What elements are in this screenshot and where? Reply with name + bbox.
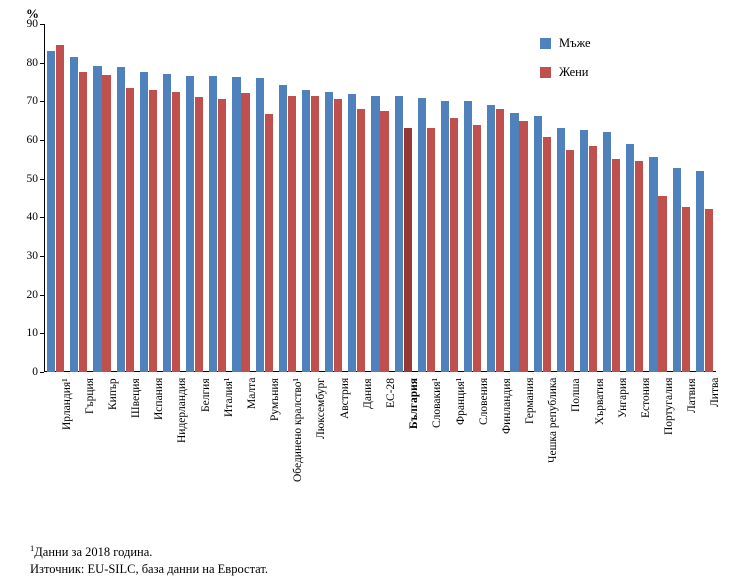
bar-group: [232, 24, 249, 372]
bar-group: [418, 24, 435, 372]
bar-male: [441, 101, 449, 372]
footnote-text: Данни за 2018 година.: [34, 545, 153, 560]
x-axis-label: Белгия: [199, 378, 212, 412]
bar-group: [487, 24, 504, 372]
bar-female: [612, 159, 620, 372]
bar-group: [649, 24, 666, 372]
bar-male: [626, 144, 634, 372]
bar-group: [302, 24, 319, 372]
y-axis-tick-mark: [40, 24, 44, 25]
x-axis-label: Италия¹: [222, 377, 235, 417]
y-axis-tick-mark: [40, 333, 44, 334]
bar-group: [395, 24, 412, 372]
y-axis-tick-label: 0: [32, 366, 38, 378]
bar-group: [47, 24, 64, 372]
legend-label-male: Мъже: [559, 36, 591, 50]
bar-male: [279, 85, 287, 372]
bar-male: [302, 90, 310, 372]
y-axis-tick-mark: [40, 179, 44, 180]
bar-group: [93, 24, 110, 372]
y-axis-tick-label: 30: [26, 250, 38, 262]
bar-male: [209, 76, 217, 372]
bar-group: [209, 24, 226, 372]
bar-female: [404, 128, 412, 372]
bar-female: [589, 146, 597, 372]
x-axis-label: Малта: [245, 377, 258, 409]
bar-male: [557, 128, 565, 372]
bar-female: [519, 121, 527, 372]
bar-group: [140, 24, 157, 372]
bar-male: [163, 74, 171, 373]
x-axis-label: Швеция: [130, 378, 143, 418]
bar-female: [311, 96, 319, 372]
x-axis-label: Полша: [570, 378, 583, 412]
x-axis-label: Словакия¹: [431, 377, 444, 428]
footnote-line: [30, 540, 268, 561]
bar-female: [102, 75, 110, 372]
x-axis-label: Литва: [709, 377, 722, 407]
bar-male: [696, 171, 704, 372]
bar-group: [371, 24, 388, 372]
x-axis-label: Унгария: [616, 377, 629, 418]
x-axis-label: Люксембург: [315, 378, 328, 439]
x-axis-label: Франция¹: [454, 377, 467, 425]
bar-female: [635, 161, 643, 372]
bar-group: [325, 24, 342, 372]
bar-group: [673, 24, 690, 372]
bar-female: [149, 90, 157, 372]
bar-female: [450, 118, 458, 372]
y-axis-tick-label: 50: [26, 172, 38, 185]
y-axis-tick-mark: [40, 372, 44, 373]
bar-female: [195, 97, 203, 372]
bar-female: [241, 93, 249, 372]
y-axis-tick-label: 70: [26, 95, 38, 108]
x-axis-label: Обединено кралство¹: [292, 378, 305, 482]
x-axis-label: Германия: [524, 377, 537, 424]
y-axis-tick-label: 10: [26, 327, 38, 340]
bar-female: [543, 137, 551, 372]
x-axis-label: Латвия: [686, 378, 699, 413]
x-axis-label: Словения: [477, 377, 490, 425]
bar-female: [658, 196, 666, 372]
bar-male: [580, 130, 588, 372]
bar-group: [117, 24, 134, 372]
bar-female: [218, 99, 226, 372]
bar-female: [357, 109, 365, 372]
bar-female: [380, 111, 388, 372]
y-axis-tick-mark: [40, 295, 44, 296]
bar-male: [395, 96, 403, 372]
y-axis-tick-label: 80: [26, 56, 38, 69]
legend-item-male: [540, 36, 652, 51]
bar-male: [140, 72, 148, 372]
y-axis-tick-mark: [40, 101, 44, 102]
bar-group: [163, 24, 180, 372]
bar-male: [418, 98, 426, 372]
bar-group: [510, 24, 527, 372]
x-axis-label: Ирландия¹: [60, 378, 73, 430]
bar-male: [673, 168, 681, 372]
bar-male: [649, 157, 657, 372]
source-line: Източник: EU-SILC, база данни на Евростат.: [30, 562, 269, 577]
bar-male: [534, 116, 542, 372]
bar-female: [496, 109, 504, 372]
bar-group: [348, 24, 365, 372]
bar-female: [427, 128, 435, 372]
x-axis-label: Дания: [361, 378, 374, 409]
bar-female: [265, 114, 273, 372]
bar-female: [288, 96, 296, 372]
x-axis-label: Кипър: [106, 378, 119, 410]
x-axis-label: Естония: [639, 377, 652, 418]
x-axis-label: ЕС-28: [385, 377, 397, 408]
footnotes: [30, 540, 268, 578]
bar-male: [117, 67, 125, 372]
x-axis-label: Гърция: [83, 378, 96, 414]
bar-male: [487, 105, 495, 372]
x-axis-label: Австрия: [338, 377, 351, 419]
y-axis-tick-label: 20: [26, 288, 38, 301]
bar-female: [334, 99, 342, 372]
x-axis-label: Нидерландия: [176, 377, 189, 443]
bar-group: [441, 24, 458, 372]
bar-female: [682, 207, 690, 372]
x-axis-label: Хърватия: [593, 378, 606, 425]
bar-female: [705, 209, 713, 372]
bar-group: [70, 24, 87, 372]
legend-swatch-female-icon: [540, 67, 551, 78]
bar-female: [566, 150, 574, 372]
bar-male: [93, 66, 101, 372]
bar-group: [186, 24, 203, 372]
bar-female: [172, 92, 180, 372]
bar-group: [696, 24, 713, 372]
legend-swatch-male-icon: [540, 38, 551, 49]
bar-male: [47, 51, 55, 372]
bar-group: [464, 24, 481, 372]
x-axis-label: Румъния: [269, 378, 282, 421]
y-axis-tick-label: 40: [26, 211, 38, 224]
x-axis-label: Испания: [153, 377, 166, 420]
y-axis-tick-label: 90: [26, 18, 38, 30]
y-axis-tick-mark: [40, 256, 44, 257]
y-axis-tick-label: 60: [26, 134, 38, 146]
x-axis-label: България: [408, 378, 421, 429]
bar-female: [126, 88, 134, 372]
y-axis-line: [44, 24, 45, 372]
bar-male: [603, 132, 611, 373]
legend-label-female: Жени: [559, 65, 589, 79]
bar-male: [371, 96, 379, 372]
y-axis-unit-label: %: [26, 6, 39, 21]
bar-male: [348, 94, 356, 372]
bar-male: [70, 57, 78, 372]
bar-male: [325, 92, 333, 372]
bar-female: [56, 45, 64, 372]
footnote-marker: 1: [30, 543, 35, 553]
x-axis-label: Финландия: [500, 378, 513, 434]
bar-group: [256, 24, 273, 372]
y-axis-tick-mark: [40, 217, 44, 218]
bar-male: [464, 101, 472, 372]
bar-male: [186, 76, 194, 372]
bar-male: [256, 78, 264, 372]
bar-group: [279, 24, 296, 372]
bar-female: [79, 72, 87, 372]
y-axis-tick-mark: [40, 140, 44, 141]
chart-legend: [540, 36, 652, 94]
bar-male: [510, 113, 518, 372]
bar-female: [473, 125, 481, 372]
legend-item-female: [540, 65, 652, 80]
y-axis-tick-mark: [40, 63, 44, 64]
x-axis-label: Чешка република: [547, 377, 560, 463]
bar-male: [232, 77, 240, 372]
x-axis-label: Португалия: [663, 377, 676, 435]
